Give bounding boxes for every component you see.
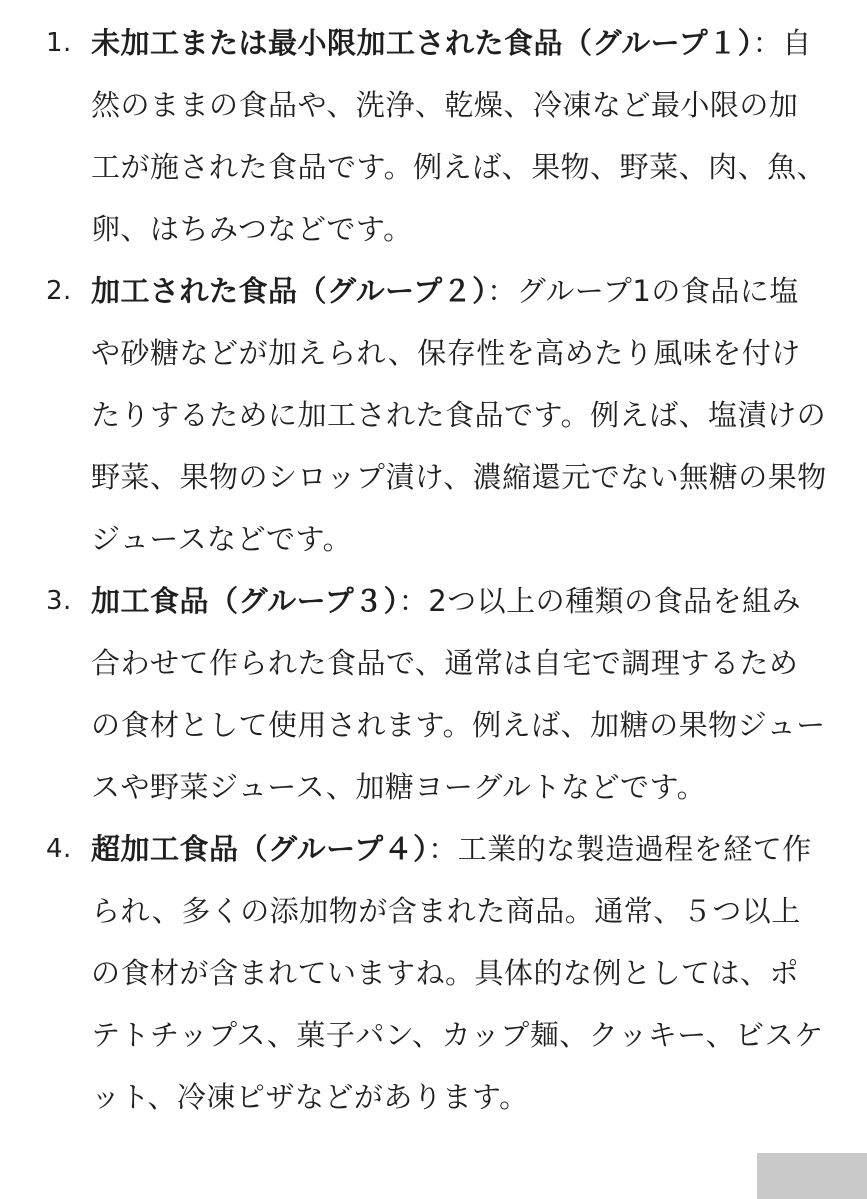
- list-item-group-1: [0, 12, 867, 260]
- food-group-list: [0, 12, 867, 1128]
- item-title: 加工された食品（グループ２）: [91, 274, 488, 308]
- list-number: 2.: [46, 276, 72, 306]
- list-item-group-2: [0, 260, 867, 570]
- list-item-group-4: [0, 818, 867, 1128]
- item-description: ：グループ1の食品に塩や砂糖などが加えられ、保存性を高めたり風味を付けたりするために加工された食品です。例えば、塩漬けの野菜、果物のシロップ漬け、濃縮還元でない無糖の果物ジュースなどです。: [91, 274, 827, 556]
- item-title: 超加工食品（グループ４）: [91, 832, 429, 866]
- item-title: 加工食品（グループ３）: [91, 584, 399, 618]
- item-description: ：2つ以上の種類の食品を組み合わせて作られた食品で、通常は自宅で調理するための食材として使用されます。例えば、加糖の果物ジュースや野菜ジュース、加糖ヨーグルトなどです。: [91, 584, 826, 804]
- list-number: 1.: [46, 28, 72, 58]
- item-description: ：自然のままの食品や、洗浄、乾燥、冷凍など最小限の加工が施された食品です。例えば、果物、野菜、肉、魚、卵、はちみつなどです。: [91, 26, 827, 246]
- list-item-group-3: [0, 570, 867, 818]
- scroll-tab[interactable]: [757, 1153, 867, 1199]
- list-number: 4.: [46, 834, 72, 864]
- list-number: 3.: [46, 586, 72, 616]
- item-description: ：工業的な製造過程を経て作られ、多くの添加物が含まれた商品。通常、５つ以上の食材が含まれていますね。具体的な例としては、ポテトチップス、菓子パン、カップ麺、クッキー、ビスケット、冷凍ピザなどがあります。: [91, 832, 824, 1114]
- item-title: 未加工または最小限加工された食品（グループ１）: [91, 26, 753, 60]
